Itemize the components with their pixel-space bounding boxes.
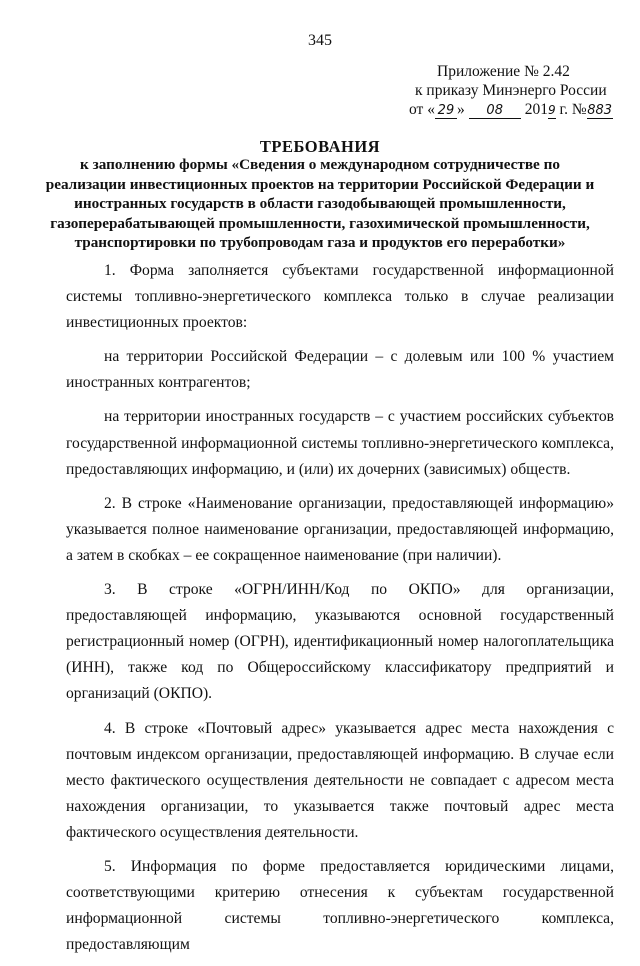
appendix-title: Приложение № 2.42 xyxy=(437,63,570,80)
subtitle-line: реализации инвестиционных проектов на территории Российской Федерации и xyxy=(45,175,595,193)
date-separator: » xyxy=(456,101,465,118)
appendix-date-line xyxy=(409,100,613,119)
paragraph-1: 1. Форма заполняется субъектами государственной информационной системы топливно-энергетического комплекса только в случае реализации инвестиционных проектов: xyxy=(66,262,614,332)
paragraph-4: 4. В строке «Почтовый адрес» указывается адрес места нахождения с почтовым индексом организации, предоставляющей информацию. В случае если место фактического осуществления деятельности не совпадает с адресом места нахождения организации, то указывается также почтовый адрес места фактического осуществления деятельности. xyxy=(66,719,614,841)
subtitle-line: транспортировки по трубопроводам газа и продуктов его переработки» xyxy=(74,234,566,252)
appendix-order-reference: к приказу Минэнерго России xyxy=(415,82,607,99)
subtitle-line: иностранных государств в области газодобывающей промышленности, xyxy=(74,195,566,213)
document-title: ТРЕБОВАНИЯ xyxy=(259,137,381,156)
page-number: 345 xyxy=(308,32,332,49)
date-prefix: от « xyxy=(409,101,435,118)
paragraph-5: 5. Информация по форме предоставляется юридическими лицами, соответствующими критерию отнесения к субъектам государственной информационной системы топливно-энергетического комплекса, предоставляющим xyxy=(66,857,614,954)
document-subtitle xyxy=(40,155,600,253)
handwritten-order-number: 883 xyxy=(587,103,613,118)
handwritten-year-digit: 9 xyxy=(547,103,556,117)
paragraph-1-item-foreign: на территории иностранных государств – с участием российских субъектов государственной информационной системы топливно-энергетического комплекса, предоставляющих информацию, и (или) их дочерних (зависимых) обществ. xyxy=(66,408,614,478)
subtitle-line: к заполнению формы «Сведения о международном сотрудничестве по xyxy=(80,156,560,173)
paragraph-1-item-rf: на территории Российской Федерации – с долевым или 100 % участием иностранных контрагентов; xyxy=(66,348,614,392)
handwritten-day: 29 xyxy=(435,103,457,119)
year-prefix: 201 xyxy=(524,101,548,118)
appendix-header xyxy=(409,62,613,119)
handwritten-month: 08 xyxy=(469,103,521,119)
subtitle-line: газоперерабатывающей промышленности, газохимической промышленности, xyxy=(50,214,590,232)
paragraph-2: 2. В строке «Наименование организации, предоставляющей информацию» указывается полное наименование организации, предоставляющей информацию, а затем в скобках – ее сокращенное наименование (при наличии). xyxy=(66,494,614,564)
year-suffix: г. № xyxy=(555,101,587,118)
paragraph-3: 3. В строке «ОГРН/ИНН/Код по ОКПО» для организации, предоставляющей информацию, указываются основной государственный регистрационный номер (ОГРН), идентификационный номер налогоплательщика (ИНН), также код по Общероссийскому классификатору предприятий и организаций (ОКПО). xyxy=(66,581,614,703)
document-body xyxy=(66,258,614,966)
